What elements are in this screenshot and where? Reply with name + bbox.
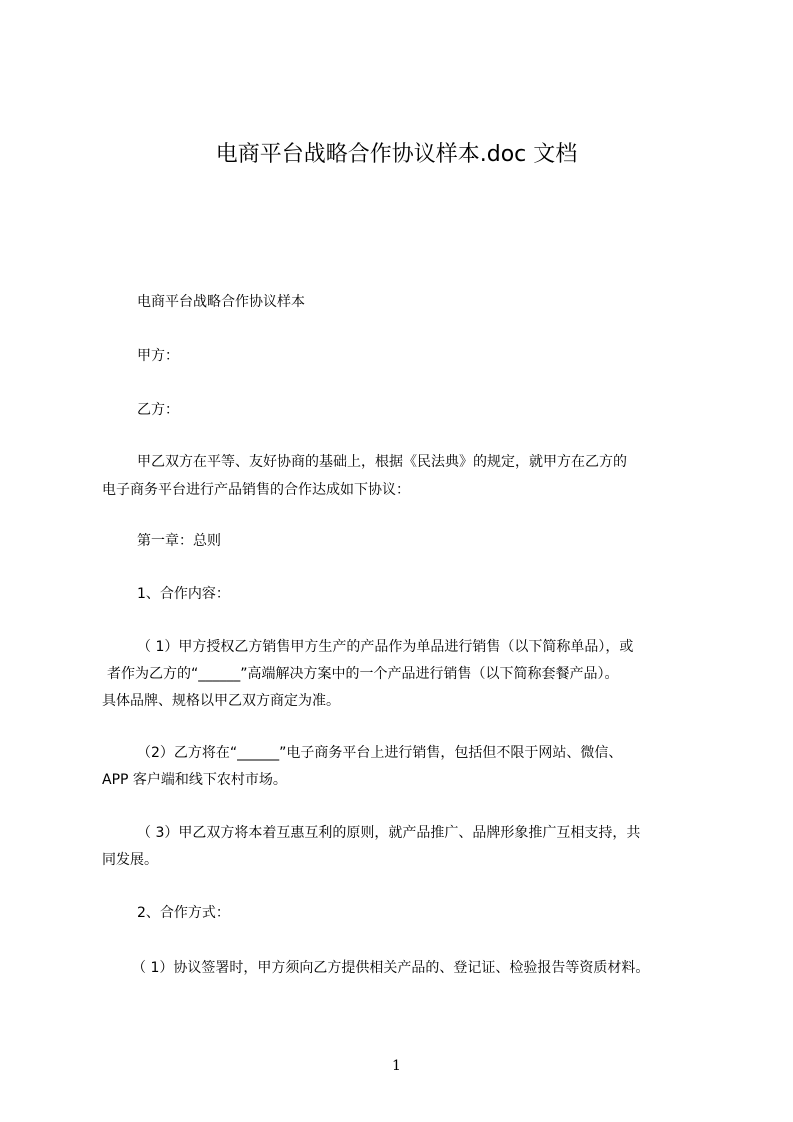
clause-line: （ 1）协议签署时，甲方须向乙方提供相关产品的、登记证、检验报告等资质材料。 [132, 960, 650, 976]
chapter-heading: 第一章：总则 [137, 533, 221, 549]
party-b-label: 乙方： [137, 402, 179, 418]
section-heading: 1、合作内容： [137, 586, 230, 602]
document-title: 电商平台战略合作协议样本.doc 文档 [215, 142, 578, 167]
section-heading: 2、合作方式： [137, 905, 230, 921]
agreement-subtitle: 电商平台战略合作协议样本 [137, 294, 305, 310]
clause-line: （ 1）甲方授权乙方销售甲方生产的产品作为单品进行销售（以下简称单品），或 [137, 639, 634, 655]
clause-line: 具体品牌、规格以甲乙双方商定为准。 [102, 693, 340, 709]
clause-line: （2）乙方将在“______”电子商务平台上进行销售，包括但不限于网站、微信、 [137, 745, 623, 761]
page-number: 1 [392, 1058, 401, 1074]
clause-line: 同发展。 [102, 852, 158, 868]
intro-paragraph-line: 电子商务平台进行产品销售的合作达成如下协议： [102, 482, 410, 498]
clause-line: 者作为乙方的“______”高端解决方案中的一个产品进行销售（以下简称套餐产品）。 [107, 666, 619, 682]
party-a-label: 甲方： [137, 348, 179, 364]
clause-line: （ 3）甲乙双方将本着互惠互利的原则，就产品推广、品牌形象推广互相支持，共 [137, 825, 641, 841]
clause-line: APP 客户端和线下农村市场。 [102, 772, 287, 788]
intro-paragraph-line: 甲乙双方在平等、友好协商的基础上，根据《民法典》的规定，就甲方在乙方的 [137, 454, 627, 470]
